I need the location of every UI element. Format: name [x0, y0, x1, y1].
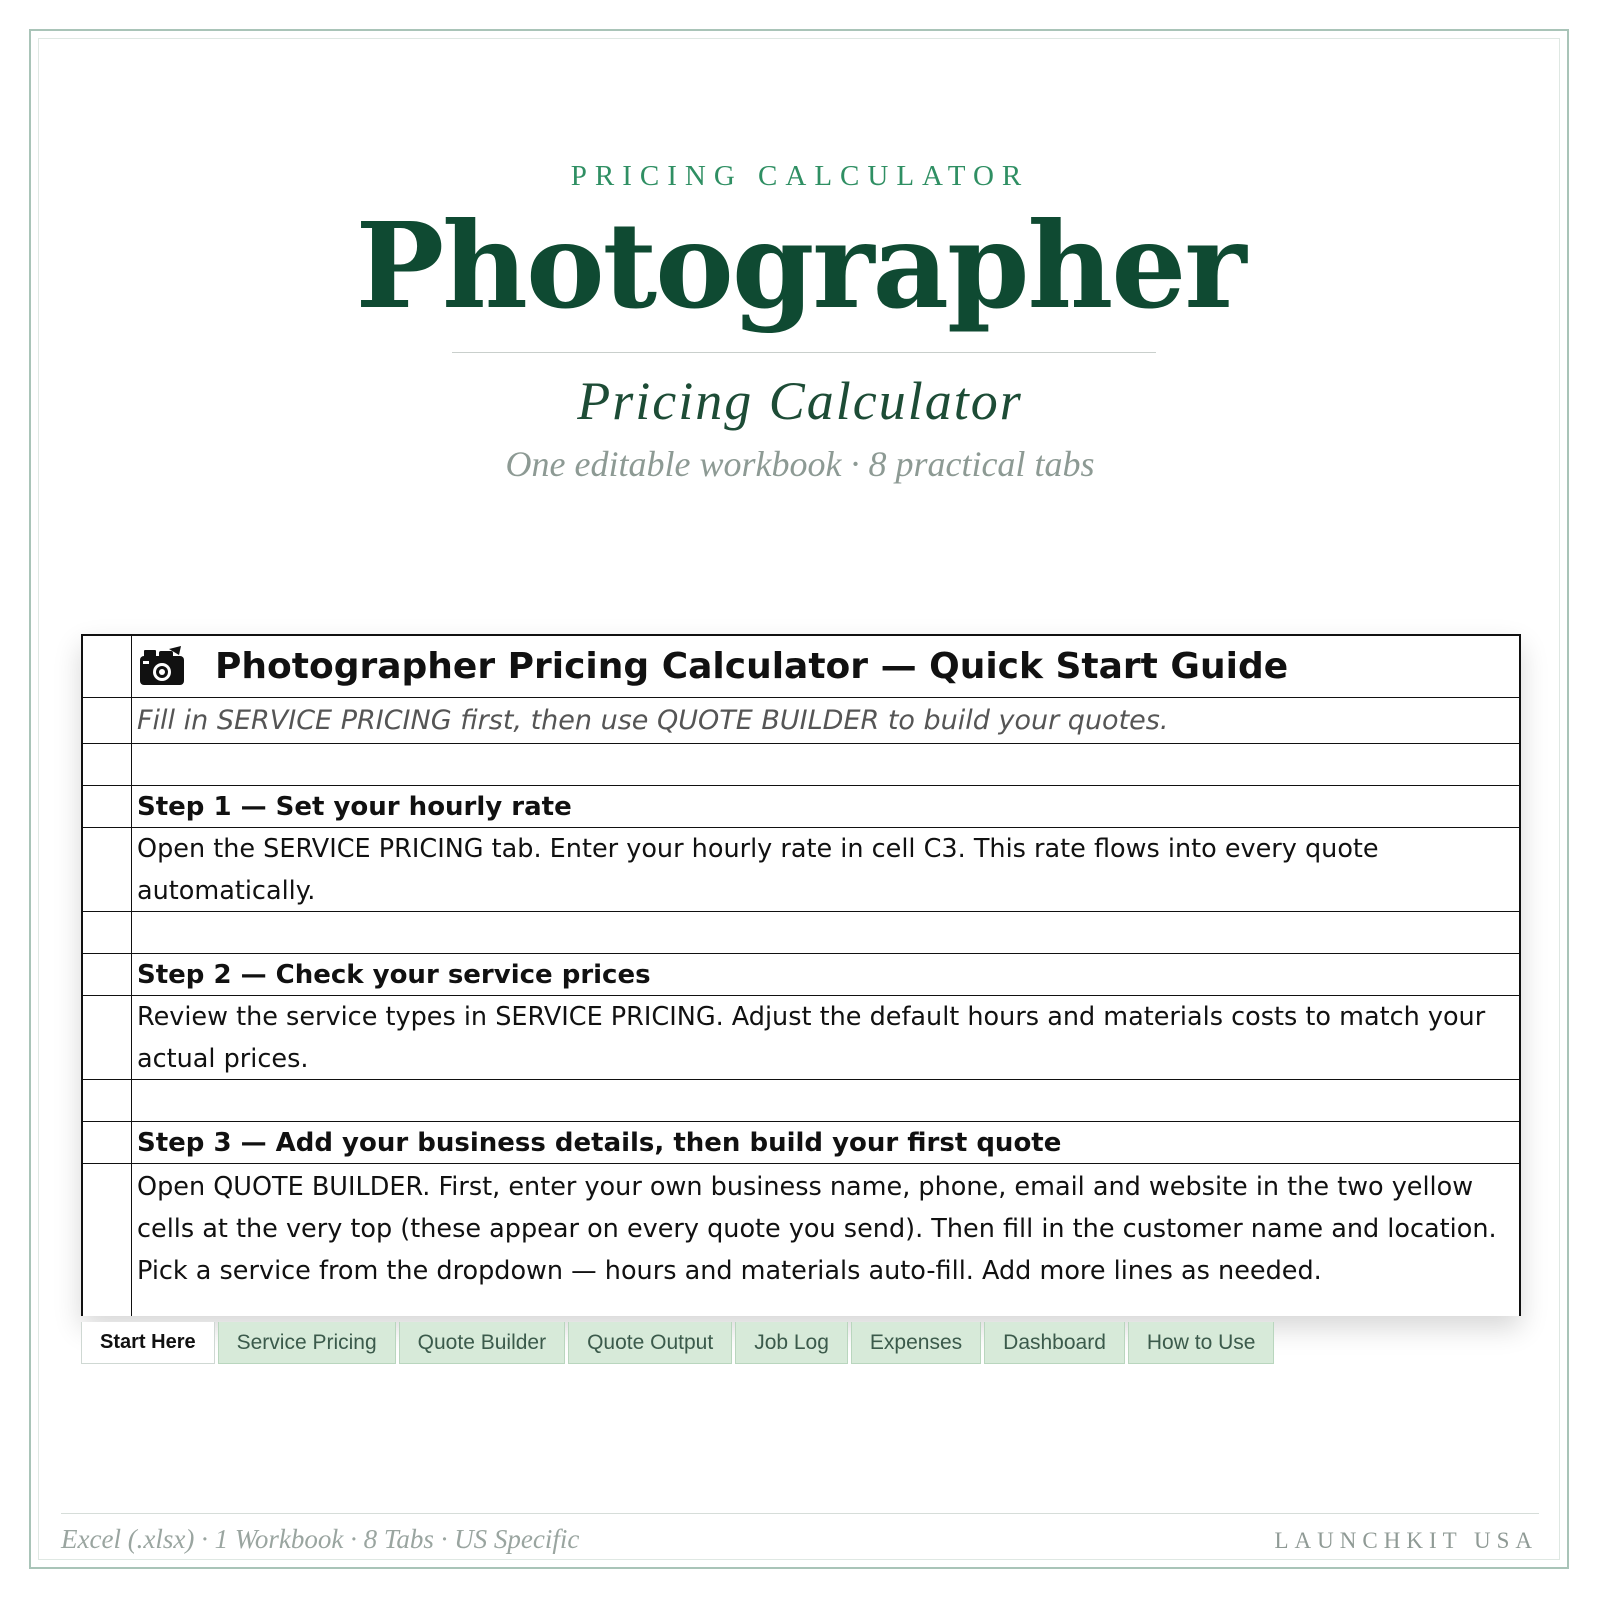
step-2-body-row[interactable] — [83, 996, 1519, 1080]
step-1-body[interactable]: Open the SERVICE PRICING tab. Enter your hourly rate in cell C3. This rate flows into every quote automatically. — [137, 834, 1379, 906]
page-title: Photographer — [355, 196, 1245, 335]
footer-brand: LAUNCHKIT USA — [1274, 1528, 1538, 1553]
intro-row[interactable] — [83, 698, 1519, 744]
spreadsheet-panel — [81, 634, 1521, 1316]
empty-row[interactable] — [83, 912, 1519, 954]
tab-quote-builder[interactable]: Quote Builder — [399, 1322, 565, 1364]
step-2-body[interactable]: Review the service types in SERVICE PRICING. Adjust the default hours and materials costs to match your actual prices. — [137, 1002, 1486, 1074]
empty-row[interactable] — [83, 744, 1519, 786]
sheet-tab-bar — [81, 1322, 1277, 1366]
tab-how-to-use[interactable]: How to Use — [1128, 1322, 1275, 1364]
step-3-heading-row[interactable] — [83, 1122, 1519, 1164]
step-2-heading[interactable]: Step 2 — Check your service prices — [137, 959, 651, 990]
page-subtitle: Pricing Calculator — [577, 371, 1023, 431]
step-3-heading[interactable]: Step 3 — Add your business details, then build your first quote — [137, 1127, 1062, 1158]
tab-job-log[interactable]: Job Log — [735, 1322, 848, 1364]
step-3-body[interactable]: Open QUOTE BUILDER. First, enter your own business name, phone, email and website in the two yellow cells at the very top (these appear on every quote you send). Then fill in the customer name and location. Pick a service from the dropdown — hours and materials auto-fill. Add more lines as needed. — [137, 1172, 1497, 1286]
sheet-title-cell[interactable] — [137, 636, 1507, 697]
step-1-heading[interactable]: Step 1 — Set your hourly rate — [137, 791, 572, 822]
step-3-body-row[interactable] — [83, 1164, 1519, 1316]
footer-divider — [61, 1513, 1539, 1514]
eyebrow-label: PRICING CALCULATOR — [570, 160, 1030, 192]
title-divider — [452, 352, 1156, 353]
sheet-title-text: Photographer Pricing Calculator — Quick Start Guide — [215, 646, 1289, 687]
tab-quote-output[interactable]: Quote Output — [568, 1322, 732, 1364]
tab-expenses[interactable]: Expenses — [851, 1322, 981, 1364]
step-1-heading-row[interactable] — [83, 786, 1519, 828]
intro-cell[interactable]: Fill in SERVICE PRICING first, then use QUOTE BUILDER to build your quotes. — [137, 705, 1169, 736]
sheet-title-row[interactable] — [83, 636, 1519, 698]
footer-specs: Excel (.xlsx) · 1 Workbook · 8 Tabs · US Specific — [61, 1524, 580, 1554]
tab-start-here[interactable]: Start Here — [81, 1322, 215, 1364]
page-tagline: One editable workbook · 8 practical tabs — [505, 444, 1095, 484]
step-2-heading-row[interactable] — [83, 954, 1519, 996]
camera-icon — [137, 646, 187, 688]
empty-row[interactable] — [83, 1080, 1519, 1122]
tab-service-pricing[interactable]: Service Pricing — [218, 1322, 396, 1364]
step-1-body-row[interactable] — [83, 828, 1519, 912]
tab-dashboard[interactable]: Dashboard — [984, 1322, 1125, 1364]
